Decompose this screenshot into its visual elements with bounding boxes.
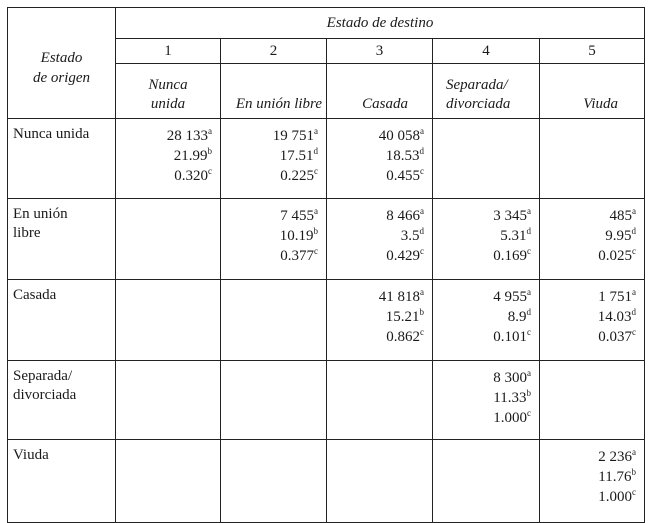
column-name-line2: divorciada (446, 96, 511, 112)
column-name-line2: Casada (362, 96, 408, 112)
origin-label-line1: Estado (40, 50, 83, 66)
row-label-line: divorciada (13, 387, 77, 403)
proportion-value (327, 166, 424, 186)
count-value (433, 287, 531, 307)
footnote-marker: b (313, 226, 318, 236)
table-cell (327, 199, 433, 280)
count-value (221, 206, 318, 226)
count-value (221, 126, 318, 146)
cell-number: 0.455 (386, 168, 420, 184)
footnote-marker: d (419, 146, 424, 156)
transition-table-container (7, 7, 645, 523)
count-value (327, 287, 424, 307)
cell-number: 8 466 (386, 208, 420, 224)
column-number: 2 (221, 39, 327, 64)
table-cell (116, 280, 221, 361)
cell-number: 18.53 (385, 148, 420, 164)
proportion-value (540, 327, 636, 347)
table-row (8, 361, 645, 440)
mean-value (433, 307, 531, 327)
footnote-marker: c (314, 166, 318, 176)
table-cell (540, 361, 645, 440)
cell-number: 1.000 (493, 410, 527, 426)
table-cell (327, 119, 433, 199)
column-name (433, 64, 540, 119)
footnote-marker: c (314, 246, 318, 256)
footnote-marker: a (420, 206, 424, 216)
proportion-value (433, 408, 531, 428)
proportion-value (327, 327, 424, 347)
column-name (540, 64, 645, 119)
table-cell (221, 280, 327, 361)
footnote-marker: b (207, 146, 212, 156)
column-name (327, 64, 433, 119)
footnote-marker: a (527, 206, 531, 216)
count-value (116, 126, 212, 146)
column-number: 3 (327, 39, 433, 64)
footnote-marker: d (631, 226, 636, 236)
footnote-marker: c (527, 327, 531, 337)
destination-state-header: Estado de destino (116, 8, 645, 39)
row-label (8, 440, 116, 523)
table-cell (433, 280, 540, 361)
table-cell (327, 440, 433, 523)
footnote-marker: a (420, 126, 424, 136)
cell-number: 8.9 (507, 309, 527, 325)
cell-number: 19 751 (272, 128, 314, 144)
table-row (8, 440, 645, 523)
proportion-value (221, 166, 318, 186)
cell-number: 2 236 (598, 449, 632, 465)
table-cell (116, 199, 221, 280)
mean-value (540, 226, 636, 246)
footnote-marker: b (419, 307, 424, 317)
row-label (8, 199, 116, 280)
proportion-value (116, 166, 212, 186)
cell-number: 0.025 (598, 248, 632, 264)
mean-value (221, 226, 318, 246)
table-cell (221, 119, 327, 199)
row-label-line: Viuda (13, 447, 49, 463)
origin-label-line2: de origen (32, 70, 91, 86)
column-name-line2: Viuda (583, 96, 618, 112)
cell-number: 0.037 (598, 329, 632, 345)
footnote-marker: a (314, 126, 318, 136)
cell-number: 11.33 (493, 390, 527, 406)
column-name-line1: Separada/ (446, 77, 508, 93)
table-row (8, 119, 645, 199)
footnote-marker: a (314, 206, 318, 216)
table-cell (540, 199, 645, 280)
row-label-line: En unión (13, 206, 68, 222)
cell-number: 28 133 (166, 128, 208, 144)
proportion-value (433, 246, 531, 266)
mean-value (327, 226, 424, 246)
count-value (540, 287, 636, 307)
footnote-marker: a (208, 126, 212, 136)
footnote-marker: c (632, 327, 636, 337)
proportion-value (433, 327, 531, 347)
cell-number: 3.5 (400, 228, 420, 244)
row-label-line: Nunca unida (13, 126, 90, 142)
column-name-line2: unida (150, 96, 186, 112)
table-cell (433, 119, 540, 199)
table-row (8, 280, 645, 361)
column-name-line1: Nunca (148, 77, 188, 93)
footnote-marker: b (526, 388, 531, 398)
mean-value (327, 307, 424, 327)
footnote-marker: b (631, 467, 636, 477)
cell-number: 1 751 (598, 289, 632, 305)
column-name (116, 64, 221, 119)
cell-number: 0.377 (280, 248, 314, 264)
count-value (433, 206, 531, 226)
count-value (433, 368, 531, 388)
footnote-marker: c (527, 408, 531, 418)
cell-number: 1.000 (598, 489, 632, 505)
footnote-marker: d (526, 226, 531, 236)
table-cell (540, 440, 645, 523)
table-body (8, 119, 645, 523)
cell-number: 11.76 (598, 469, 632, 485)
transition-table (7, 7, 645, 523)
cell-number: 17.51 (279, 148, 314, 164)
footnote-marker: a (527, 368, 531, 378)
footnote-marker: c (632, 487, 636, 497)
row-label-line: libre (13, 225, 41, 241)
table-cell (221, 199, 327, 280)
row-label-line: Separada/ (13, 368, 73, 384)
row-label (8, 280, 116, 361)
column-name (221, 64, 327, 119)
count-value (540, 447, 636, 467)
column-number: 5 (540, 39, 645, 64)
table-cell (540, 119, 645, 199)
footnote-marker: a (632, 447, 636, 457)
table-cell (116, 440, 221, 523)
cell-number: 0.429 (386, 248, 420, 264)
table-cell (221, 361, 327, 440)
origin-state-header (8, 8, 116, 119)
mean-value (116, 146, 212, 166)
cell-number: 21.99 (173, 148, 208, 164)
mean-value (327, 146, 424, 166)
cell-number: 7 455 (280, 208, 314, 224)
footnote-marker: a (527, 287, 531, 297)
footnote-marker: d (526, 307, 531, 317)
table-cell (116, 119, 221, 199)
cell-number: 9.95 (605, 228, 632, 244)
footnote-marker: a (632, 206, 636, 216)
footnote-marker: d (631, 307, 636, 317)
table-row (8, 199, 645, 280)
mean-value (221, 146, 318, 166)
count-value (327, 206, 424, 226)
table-cell (116, 361, 221, 440)
footnote-marker: d (419, 226, 424, 236)
cell-number: 0.101 (493, 329, 527, 345)
proportion-value (327, 246, 424, 266)
table-cell (540, 280, 645, 361)
mean-value (433, 226, 531, 246)
count-value (540, 206, 636, 226)
table-cell (433, 199, 540, 280)
count-value (327, 126, 424, 146)
cell-number: 41 818 (378, 289, 420, 305)
footnote-marker: c (527, 246, 531, 256)
cell-number: 5.31 (500, 228, 527, 244)
footnote-marker: c (420, 327, 424, 337)
footnote-marker: c (420, 166, 424, 176)
cell-number: 14.03 (597, 309, 632, 325)
cell-number: 485 (609, 208, 632, 224)
column-number: 1 (116, 39, 221, 64)
table-cell (327, 361, 433, 440)
cell-number: 0.169 (493, 248, 527, 264)
table-cell (433, 440, 540, 523)
mean-value (433, 388, 531, 408)
footnote-marker: a (420, 287, 424, 297)
cell-number: 3 345 (493, 208, 527, 224)
cell-number: 15.21 (385, 309, 420, 325)
cell-number: 8 300 (493, 370, 527, 386)
footnote-marker: c (208, 166, 212, 176)
column-number: 4 (433, 39, 540, 64)
row-label-line: Casada (13, 287, 57, 303)
table-cell (327, 280, 433, 361)
proportion-value (221, 246, 318, 266)
row-label (8, 361, 116, 440)
footnote-marker: c (632, 246, 636, 256)
proportion-value (540, 487, 636, 507)
cell-number: 40 058 (378, 128, 420, 144)
footnote-marker: a (632, 287, 636, 297)
row-label (8, 119, 116, 199)
table-cell (433, 361, 540, 440)
column-name-line2: En unión libre (235, 96, 322, 112)
cell-number: 0.320 (174, 168, 208, 184)
cell-number: 0.225 (280, 168, 314, 184)
cell-number: 0.862 (386, 329, 420, 345)
mean-value (540, 467, 636, 487)
cell-number: 4 955 (493, 289, 527, 305)
footnote-marker: d (313, 146, 318, 156)
table-cell (221, 440, 327, 523)
footnote-marker: c (420, 246, 424, 256)
mean-value (540, 307, 636, 327)
cell-number: 10.19 (279, 228, 314, 244)
proportion-value (540, 246, 636, 266)
